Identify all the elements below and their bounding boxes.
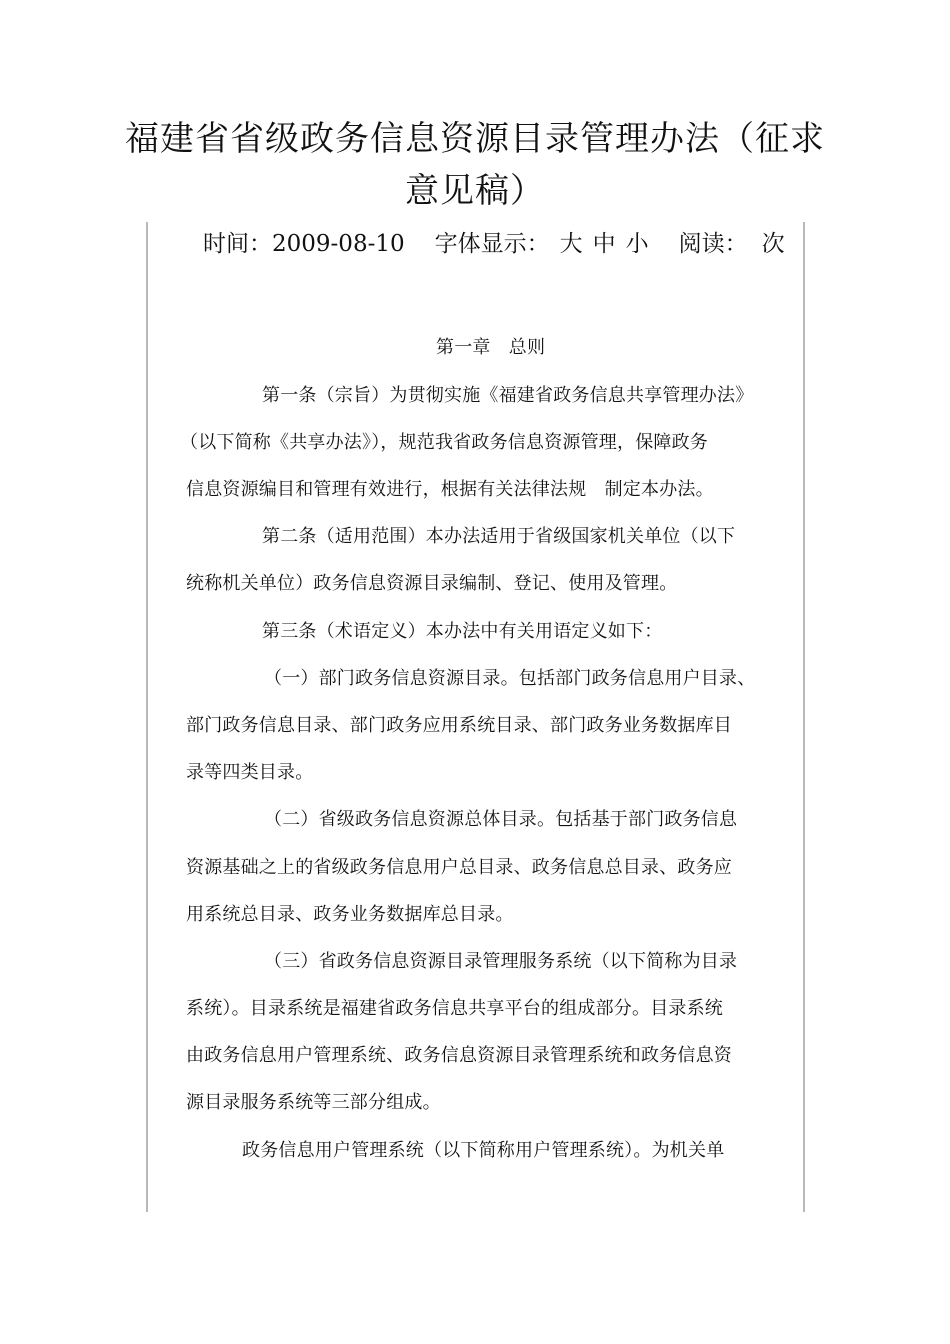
paragraph-line: 第一条（宗旨）为贯彻实施《福建省政务信息共享管理办法》 [262,385,754,406]
paragraph-line: （一）部门政务信息资源目录。包括部门政务信息用户目录、 [264,668,756,689]
publish-date: 2009-08-10 [272,231,405,257]
paragraph-line: 统称机关单位）政务信息资源目录编制、登记、使用及管理。 [186,573,678,594]
paragraph-line: （二）省级政务信息资源总体目录。包括基于部门政务信息 [264,809,738,830]
read-count-label: 阅读： [678,231,748,257]
right-border-rule [803,222,805,1212]
paragraph-line: 资源基础之上的省级政务信息用户总目录、政务信息总目录、政务应 [186,857,732,878]
paragraph-line: 用系统总目录、政务业务数据库总目录。 [186,904,514,925]
paragraph-line: 信息资源编目和管理有效进行，根据有关法律法规 制定本办法。 [186,479,714,500]
time-label: 时间： [203,231,272,257]
paragraph-line: 系统）。目录系统是福建省政务信息共享平台的组成部分。目录系统 [186,998,723,1019]
document-title-line-1: 福建省省级政务信息资源目录管理办法（征求 [125,119,825,159]
article-meta-bar [203,226,785,262]
paragraph-line: 录等四类目录。 [186,762,314,783]
font-size-medium-link[interactable]: 中 [592,231,616,257]
paragraph-line: 由政务信息用户管理系统、政务信息资源目录管理系统和政务信息资 [186,1045,732,1066]
font-size-small-link[interactable]: 小 [625,231,649,257]
paragraph-line: 源目录服务系统等三部分组成。 [186,1092,441,1113]
paragraph-line: （以下简称《共享办法》），规范我省政务信息资源管理，保障政务 [180,432,708,453]
paragraph-line: 第三条（术语定义）本办法中有关用语定义如下： [262,621,663,642]
font-size-large-link[interactable]: 大 [559,231,583,257]
paragraph-line: 第二条（适用范围）本办法适用于省级国家机关单位（以下 [262,526,736,547]
chapter-heading: 第一章 总则 [436,337,546,358]
left-border-rule [146,222,148,1212]
paragraph-line: 政务信息用户管理系统（以下简称用户管理系统）。为机关单 [242,1140,725,1161]
font-size-label: 字体显示： [434,231,550,257]
read-count-unit: 次 [761,231,785,257]
document-title-line-2: 意见稿） [405,171,545,211]
paragraph-line: 部门政务信息目录、部门政务应用系统目录、部门政务业务数据库目 [186,715,732,736]
paragraph-line: （三）省政务信息资源目录管理服务系统（以下简称为目录 [264,951,738,972]
